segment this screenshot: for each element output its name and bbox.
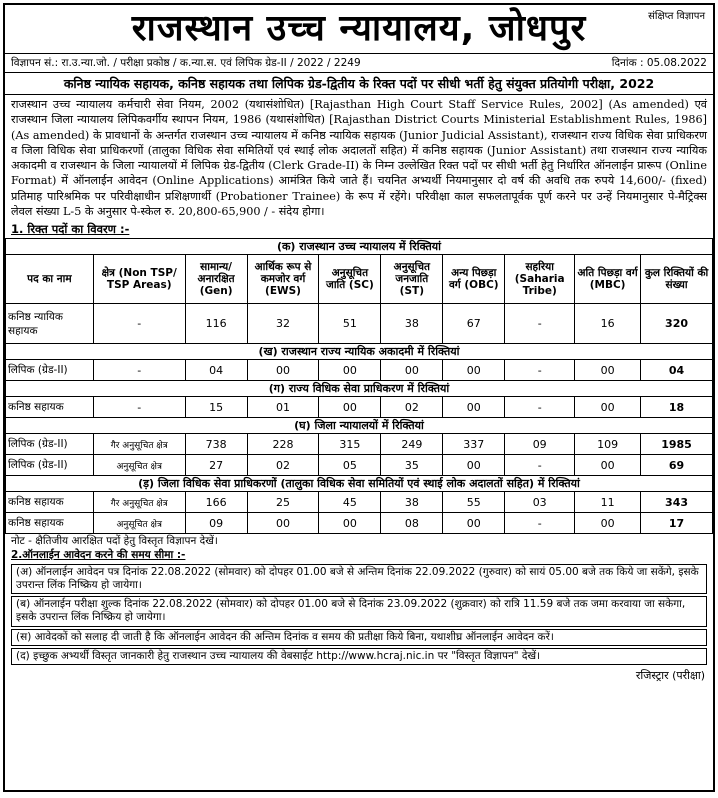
cell-ews: 228 xyxy=(247,434,319,455)
cell-total: 343 xyxy=(641,492,713,513)
cell-sc: 51 xyxy=(319,304,381,344)
timeline-item: (स) आवेदकों को सलाह दी जाती है कि ऑनलाईन आवेदन की अन्तिम दिनांक व समय की प्रतीक्षा किये बिना, यथाशीघ्र ऑनलाईन आवेदन करें। xyxy=(11,629,707,646)
timeline-item: (अ) ऑनलाईन आवेदन पत्र दिनांक 22.08.2022 (सोमवार) को दोपहर 01.00 बजे से अन्तिम दिनांक 22.09.2022 (गुरुवार) को सायं 05.00 बजे तक किये जा सकेंगे, इसके उपरान्त लिंक निष्क्रिय हो जायेगा। xyxy=(11,564,707,594)
cell-obc: 00 xyxy=(443,455,505,476)
cell-mbc: 109 xyxy=(575,434,641,455)
cell-sc: 00 xyxy=(319,513,381,534)
short-ad-tag: संक्षिप्त विज्ञापन xyxy=(648,11,705,22)
cell-ews: 00 xyxy=(247,513,319,534)
advertisement-number: विज्ञापन सं.: रा.उ.न्या.जो. / परीक्षा प्रकोष्ठ / क.न्या.स. एवं लिपिक ग्रेड-II / 2022 / 2249 xyxy=(11,57,361,69)
exam-subject: कनिष्ठ न्यायिक सहायक, कनिष्ठ सहायक तथा लिपिक ग्रेड-द्वितीय के रिक्त पदों पर सीधी भर्ती हेतु संयुक्त प्रतियोगी परीक्षा, 2022 xyxy=(5,73,713,95)
cell-total: 18 xyxy=(641,397,713,418)
cell-gen: 04 xyxy=(185,360,247,381)
column-header: कुल रिक्तियों की संख्या xyxy=(641,255,713,304)
cell-mbc: 00 xyxy=(575,360,641,381)
cell-total: 1985 xyxy=(641,434,713,455)
cell-total: 320 xyxy=(641,304,713,344)
section2-title-text: 2.ऑनलाईन आवेदन करने की समय सीमा :- xyxy=(11,548,186,561)
cell-obc: 00 xyxy=(443,360,505,381)
cell-mbc: 11 xyxy=(575,492,641,513)
cell-ews: 02 xyxy=(247,455,319,476)
cell-gen: 738 xyxy=(185,434,247,455)
cell-ews: 25 xyxy=(247,492,319,513)
group-title: (ड़) जिला विधिक सेवा प्राधिकरणों (तालुका विधिक सेवा समितियों एवं स्थाई लोक अदालतों सहित) में रिक्तियां xyxy=(6,476,713,492)
cell-sc: 00 xyxy=(319,360,381,381)
table-row xyxy=(6,397,713,418)
table-row xyxy=(6,513,713,534)
cell-sc: 315 xyxy=(319,434,381,455)
cell-area: अनुसूचित क्षेत्र xyxy=(93,513,185,534)
cell-sc: 05 xyxy=(319,455,381,476)
cell-area: - xyxy=(93,304,185,344)
cell-gen: 09 xyxy=(185,513,247,534)
cell-area: गैर अनुसूचित क्षेत्र xyxy=(93,434,185,455)
timeline-item: (ब) ऑनलाईन परीक्षा शुल्क दिनांक 22.08.2022 (सोमवार) को दोपहर 01.00 बजे से दिनांक 23.09.2022 (शुक्रवार) को रात्रि 11.59 बजे तक जमा करवाया जा सकेगा, इसके उपरान्त लिंक निष्क्रिय हो जायेगा। xyxy=(11,596,707,626)
cell-gen: 27 xyxy=(185,455,247,476)
table-row xyxy=(6,492,713,513)
cell-sc: 45 xyxy=(319,492,381,513)
timeline-item: (द) इच्छुक अभ्यर्थी विस्तृत जानकारी हेतु राजस्थान उच्च न्यायालय की वेबसाईट http://www.hcraj.nic.in पर "विस्तृत विज्ञापन" देखें। xyxy=(11,648,707,665)
column-header: अति पिछड़ा वर्ग (MBC) xyxy=(575,255,641,304)
column-header: सामान्य/ अनारक्षित (Gen) xyxy=(185,255,247,304)
intro-paragraph: राजस्थान उच्च न्यायालय कर्मचारी सेवा नियम, 2002 (यथासंशोधित) [Rajasthan High Court Staff Service Rules, 2002] (As amended) एवं राजस्थान जिला न्यायालय लिपिकवर्गीय स्थापन नियम, 1986 (यथासंशोधित) [Rajasthan District Courts Ministerial Establishment Rules, 1986] (As amended) के प्रावधानों के अन्तर्गत राजस्थान उच्च न्यायालय में कनिष्ठ न्यायिक सहायक (Junior Judicial Assistant), राजस्थान राज्य विधिक सेवा प्राधिकरण व जिला विधिक सेवा प्राधिकरणों (तालुका विधिक सेवा समितियों एवं स्थाई लोक अदालतों सहित) में कनिष्ठ सहायक (Junior Assistant) तथा राजस्थान राज्य न्यायिक अकादमी व राजस्थान के जिला न्यायालयों में लिपिक ग्रेड-द्वितीय (Clerk Grade-II) के निम्न उल्लेखित रिक्त पदों पर सीधी भर्ती हेतु निर्धारित ऑनलाईन प्रारूप (Online Format) में ऑनलाईन आवेदन (Online Applications) आमंत्रित किये जाते हैं। चयनित अभ्यर्थी नियमानुसार दो वर्ष की अवधि तक रुपये 14,600/- (fixed) प्रतिमाह पारिश्रमिक पर परिवीक्षाधीन प्रशिक्षणार्थी (Probationer Trainee) के रूप में रहेंगे। परिवीक्षा काल सफलतापूर्वक पूर्ण करने पर उन्हें नियमानुसार पे-मैट्रिक्स लेवल संख्या L-5 के अनुसार पे-स्केल रु. 20,800-65,900 / - संदेय होगा। xyxy=(11,98,707,219)
cell-saharia: - xyxy=(505,397,575,418)
cell-mbc: 00 xyxy=(575,397,641,418)
cell-post: लिपिक (ग्रेड-II) xyxy=(6,455,94,476)
advertisement-date: दिनांक : 05.08.2022 xyxy=(611,57,707,69)
table-row xyxy=(6,455,713,476)
cell-area: - xyxy=(93,360,185,381)
section1-title xyxy=(5,221,713,238)
cell-sc: 00 xyxy=(319,397,381,418)
cell-saharia: - xyxy=(505,360,575,381)
cell-gen: 15 xyxy=(185,397,247,418)
cell-st: 08 xyxy=(381,513,443,534)
group-title: (ख) राजस्थान राज्य न्यायिक अकादमी में रिक्तियां xyxy=(6,344,713,360)
cell-obc: 00 xyxy=(443,513,505,534)
cell-saharia: 03 xyxy=(505,492,575,513)
cell-area: अनुसूचित क्षेत्र xyxy=(93,455,185,476)
column-header: सहरिया (Saharia Tribe) xyxy=(505,255,575,304)
cell-post: कनिष्ठ सहायक xyxy=(6,492,94,513)
cell-st: 35 xyxy=(381,455,443,476)
page-title: राजस्थान उच्च न्यायालय, जोधपुर xyxy=(5,5,713,54)
cell-obc: 337 xyxy=(443,434,505,455)
section2-title xyxy=(11,549,707,562)
group-title: (घ) जिला न्यायालयों में रिक्तियां xyxy=(6,418,713,434)
cell-gen: 116 xyxy=(185,304,247,344)
cell-ews: 32 xyxy=(247,304,319,344)
cell-ews: 01 xyxy=(247,397,319,418)
cell-saharia: - xyxy=(505,455,575,476)
cell-saharia: - xyxy=(505,304,575,344)
cell-total: 04 xyxy=(641,360,713,381)
group-title: (ग) राज्य विधिक सेवा प्राधिकरण में रिक्तियां xyxy=(6,381,713,397)
cell-ews: 00 xyxy=(247,360,319,381)
cell-total: 17 xyxy=(641,513,713,534)
column-header: आर्थिक रूप से कमजोर वर्ग (EWS) xyxy=(247,255,319,304)
cell-saharia: - xyxy=(505,513,575,534)
cell-area: - xyxy=(93,397,185,418)
column-header: क्षेत्र (Non TSP/ TSP Areas) xyxy=(93,255,185,304)
cell-post: कनिष्ठ सहायक xyxy=(6,513,94,534)
cell-obc: 55 xyxy=(443,492,505,513)
cell-area: गैर अनुसूचित क्षेत्र xyxy=(93,492,185,513)
notes-section xyxy=(5,534,713,668)
cell-obc: 67 xyxy=(443,304,505,344)
vacancy-table xyxy=(5,238,713,534)
advertisement-page xyxy=(3,3,715,792)
cell-st: 02 xyxy=(381,397,443,418)
cell-post: कनिष्ठ न्यायिक सहायक xyxy=(6,304,94,344)
cell-st: 00 xyxy=(381,360,443,381)
table-row xyxy=(6,304,713,344)
cell-total: 69 xyxy=(641,455,713,476)
timeline-list xyxy=(11,564,707,665)
cell-post: कनिष्ठ सहायक xyxy=(6,397,94,418)
signature: रजिस्ट्रार (परीक्षा) xyxy=(635,669,705,682)
cell-mbc: 00 xyxy=(575,455,641,476)
section1-title-text: 1. रिक्त पदों का विवरण :- xyxy=(11,222,130,237)
table-row xyxy=(6,434,713,455)
cell-saharia: 09 xyxy=(505,434,575,455)
cell-st: 38 xyxy=(381,304,443,344)
cell-st: 249 xyxy=(381,434,443,455)
cell-gen: 166 xyxy=(185,492,247,513)
column-header: अनुसूचित जाति (SC) xyxy=(319,255,381,304)
reference-row xyxy=(5,54,713,73)
cell-mbc: 16 xyxy=(575,304,641,344)
reservation-note: नोट - क्षैतिजीय आरक्षित पदों हेतु विस्तृत विज्ञापन देखें। xyxy=(11,535,218,548)
cell-mbc: 00 xyxy=(575,513,641,534)
column-header: अनुसूचित जनजाति (ST) xyxy=(381,255,443,304)
group-title: (क) राजस्थान उच्च न्यायालय में रिक्तियां xyxy=(6,239,713,255)
cell-post: लिपिक (ग्रेड-II) xyxy=(6,434,94,455)
cell-post: लिपिक (ग्रेड-II) xyxy=(6,360,94,381)
cell-st: 38 xyxy=(381,492,443,513)
table-row xyxy=(6,360,713,381)
cell-obc: 00 xyxy=(443,397,505,418)
column-header: पद का नाम xyxy=(6,255,94,304)
column-header: अन्य पिछड़ा वर्ग (OBC) xyxy=(443,255,505,304)
